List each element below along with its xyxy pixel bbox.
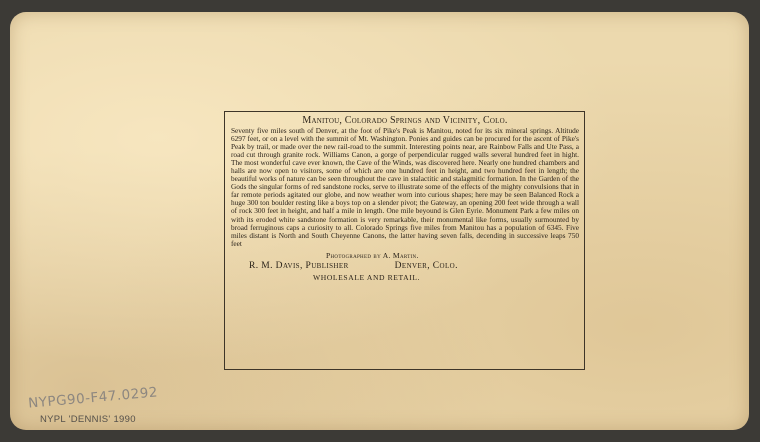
publisher-line <box>249 261 579 272</box>
wholesale-retail-tagline: WHOLESALE AND RETAIL. <box>313 272 421 282</box>
label-title: Manitou, Colorado Springs and Vicinity, Colo. <box>302 115 508 126</box>
publisher-city: Denver, Colo. <box>394 260 458 271</box>
library-stamp: NYPL 'DENNIS' 1990 <box>40 414 136 425</box>
printed-label <box>224 111 585 370</box>
pencil-call-number: NYPG90-F47.0292 <box>27 384 159 412</box>
stereograph-card-back <box>10 12 749 430</box>
label-description: Seventy five miles south of Denver, at the foot of Pike's Peak is Manitou, noted for its six mineral springs. Altitude 6297 feet, or on a level with the summit of Mt. Washington. Ponies and guides can be procured for the ascent of Pike's Peak by trail, or made over the new rail-road to the summit. Interesting points near, are Rainbow Falls and Ute Pass, a road cut through granite rock. Williams Canon, a gorge of perpendicular rugged walls several hundred feet in hight. The most wonderful cave ever known, the Cave of the Winds, was discovered here. Nearly one hundred chambers and halls are now open to visitors, some of which are one hundred feet in height, and two hundred feet in length; the beautiful works of nature can be seen throughout the cave in stalactitic and stalagmitic formation. In the Garden of the Gods the singular forms of red sandstone rocks, serve to illustrate some of the effects of the mighty convulsions that in far remote periods agitated our globe, and now weather worn into curious shapes; here may be seen Balanced Rock a huge 300 ton boulder resting like a boys top on a slender pivot; the Gateway, an opening 200 feet wide through a wall of rock 300 feet in height, and half a mile in length. One mile beyound is Glen Eyrie. Monument Park a few miles on with its eroded white sandstone formation is very remarkable, their monumental like forms, usually surmounted by broad ferruginous caps a curiosity to all. Colorado Springs five miles from Manitou has a population of 6345. Five miles distant is North and South Cheyenne Canons, the latter having seven falls, decending in successive leaps 750 feet <box>231 126 579 248</box>
publisher-name: R. M. Davis, Publisher <box>249 260 349 271</box>
photographer-credit: Photographed by A. Martin. <box>326 250 419 260</box>
